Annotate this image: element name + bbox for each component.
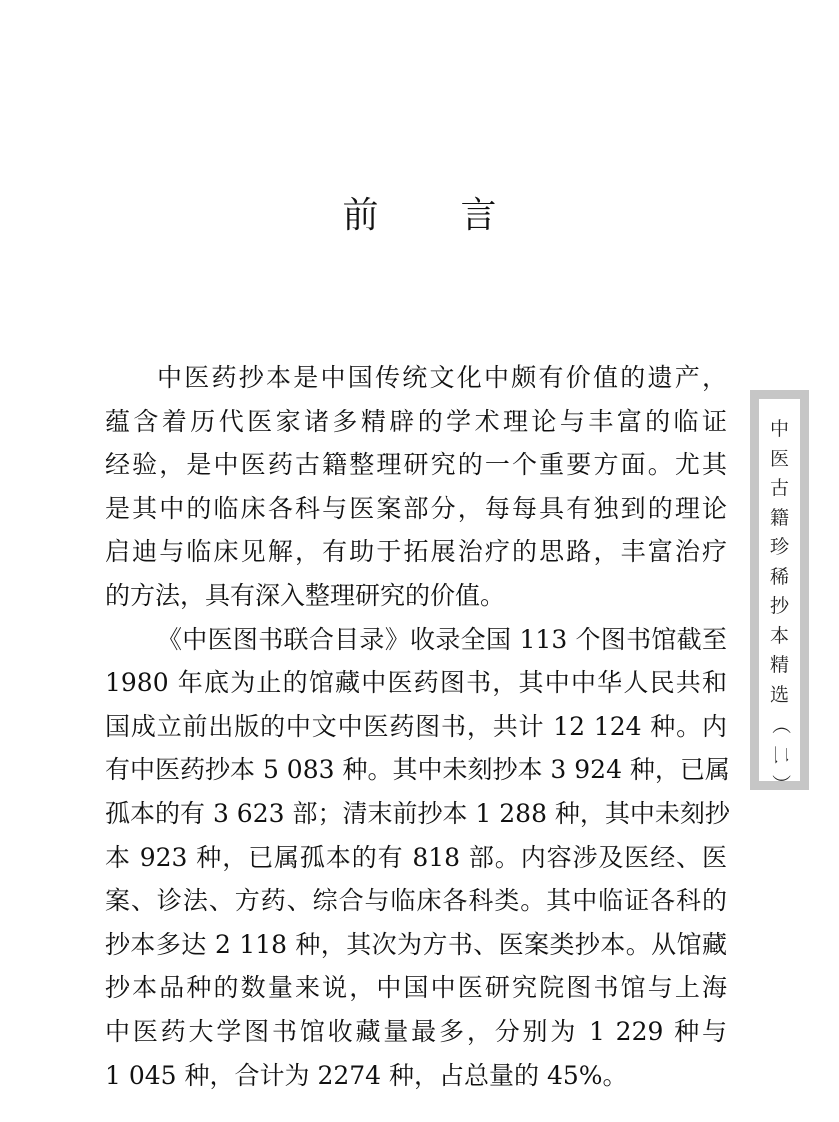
side-tab-char: 古 (769, 477, 789, 499)
text-line: 1 045 种，合计为 2274 种，占总量的 45%。 (105, 1060, 628, 1090)
text-line: 孤本的有 3 623 部；清末前抄本 1 288 种，其中未刻抄 (105, 798, 730, 828)
side-tab-char: （ (769, 715, 792, 735)
side-tab-char: 精 (769, 654, 789, 676)
text-line: 《中医图书联合目录》收录全国 113 个图书馆截至 (157, 624, 727, 654)
paragraph-2 (105, 618, 730, 1098)
side-tab-char: 中 (769, 418, 789, 440)
paragraph-1 (105, 356, 727, 618)
title-char: 言 (460, 195, 497, 236)
side-tab-char: 医 (769, 447, 789, 470)
side-tab-char: 二 (769, 744, 792, 764)
text-line: 中医药抄本是中国传统文化中颇有价值的遗产， (157, 363, 727, 392)
side-tab-char: ） (769, 774, 792, 794)
text-line: 经验，是中医药古籍整理研究的一个重要方面。尤其 (105, 450, 727, 480)
text-line: 国成立前出版的中文中医药图书，共计 12 124 种。内 (105, 711, 727, 741)
page-title (0, 192, 839, 240)
title-char: 前 (342, 195, 379, 236)
text-line: 是其中的临床各科与医案部分，每每具有独到的理论 (105, 493, 727, 523)
side-tab-char: 本 (769, 624, 789, 647)
side-tab-char: 珍 (769, 536, 789, 558)
side-tab-char: 选 (769, 683, 789, 706)
text-line: 1980 年底为止的馆藏中医药图书，其中中华人民共和 (105, 668, 727, 698)
side-tab-text (759, 415, 800, 799)
side-tab-char: 抄 (769, 595, 789, 617)
text-line: 抄本多达 2 118 种，其次为方书、医案类抄本。从馆藏 (105, 929, 727, 959)
body-text (105, 356, 730, 1097)
side-tab-char: 稀 (769, 565, 789, 588)
text-line: 本 923 种，已属孤本的有 818 部。内容涉及医经、医 (105, 842, 727, 872)
text-line: 抄本品种的数量来说，中国中医研究院图书馆与上海 (105, 973, 727, 1003)
text-line: 中医药大学图书馆收藏量最多，分别为 1 229 种与 (105, 1016, 727, 1046)
text-line: 的方法，具有深入整理研究的价值。 (105, 580, 506, 610)
side-tab-char: 籍 (769, 506, 789, 529)
text-line: 有中医药抄本 5 083 种。其中未刻抄本 3 924 种，已属 (105, 755, 730, 785)
text-line: 启迪与临床见解，有助于拓展治疗的思路，丰富治疗 (105, 537, 727, 567)
text-line: 案、诊法、方药、综合与临床各科类。其中临证各科的 (105, 886, 727, 916)
book-series-side-tab (750, 390, 809, 794)
text-line: 蕴含着历代医家诸多精辟的学术理论与丰富的临证 (105, 406, 727, 436)
